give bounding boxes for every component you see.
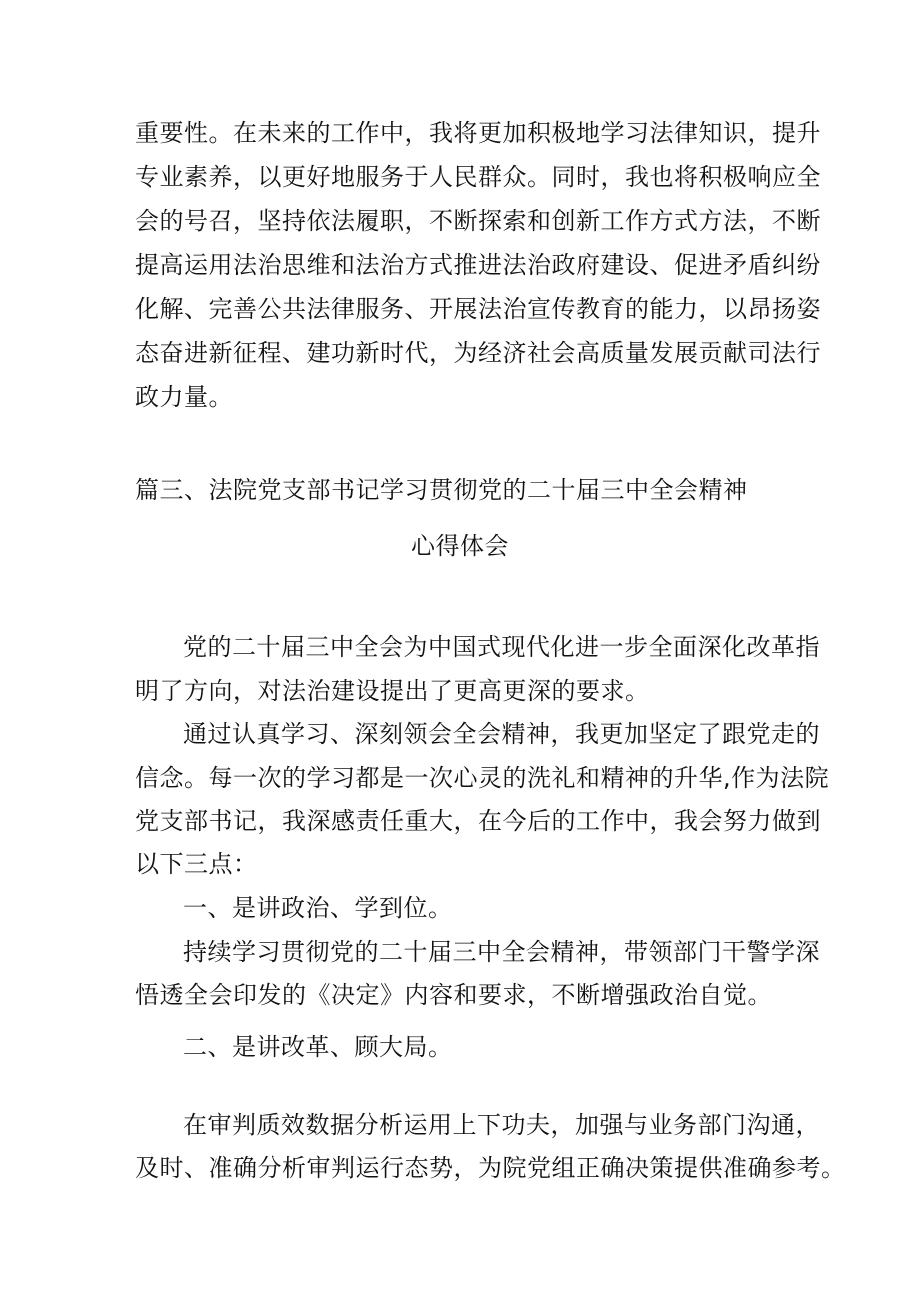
body-text-line: 提高运用法治思维和法治方式推进法治政府建设、促进矛盾纠纷 — [135, 251, 821, 279]
section-subtitle: 心得体会 — [411, 532, 509, 560]
body-text-line: 会的号召，坚持依法履职，不断探索和创新工作方式方法，不断 — [135, 207, 821, 235]
body-text-line: 党的二十届三中全会为中国式现代化进一步全面深化改革指 — [183, 633, 820, 661]
body-text-line: 态奋进新征程、建功新时代，为经济社会高质量发展贡献司法行 — [135, 339, 821, 367]
point-heading: 一、是讲政治、学到位。 — [183, 894, 453, 922]
point-heading: 二、是讲改革、顾大局。 — [183, 1033, 453, 1061]
body-text-line: 重要性。在未来的工作中，我将更加积极地学习法律知识，提升 — [135, 119, 821, 147]
body-text-line: 持续学习贯彻党的二十届三中全会精神，带领部门干警学深 — [183, 938, 820, 966]
body-text-line: 明了方向，对法治建设提出了更高更深的要求。 — [135, 677, 650, 705]
body-text-line: 化解、完善公共法律服务、开展法治宣传教育的能力，以昂扬姿 — [135, 295, 821, 323]
body-text-line: 专业素养，以更好地服务于人民群众。同时，我也将积极响应全 — [135, 163, 821, 191]
body-text-line: 通过认真学习、深刻领会全会精神，我更加坚定了跟党走的 — [183, 720, 820, 748]
body-text-line: 在审判质效数据分析运用上下功夫，加强与业务部门沟通， — [183, 1111, 820, 1139]
body-text-line: 以下三点： — [135, 850, 258, 878]
section-title: 篇三、法院党支部书记学习贯彻党的二十届三中全会精神 — [135, 476, 748, 504]
body-text-line: 及时、准确分析审判运行态势，为院党组正确决策提供准确参考。 — [135, 1154, 846, 1182]
body-text-line: 悟透全会印发的《决定》内容和要求，不断增强政治自觉。 — [135, 981, 772, 1009]
body-text-line: 信念。每一次的学习都是一次心灵的洗礼和精神的升华,作为法院 — [135, 764, 830, 792]
body-text-line: 党支部书记，我深感责任重大，在今后的工作中，我会努力做到 — [135, 807, 821, 835]
body-text-line: 政力量。 — [135, 383, 233, 411]
